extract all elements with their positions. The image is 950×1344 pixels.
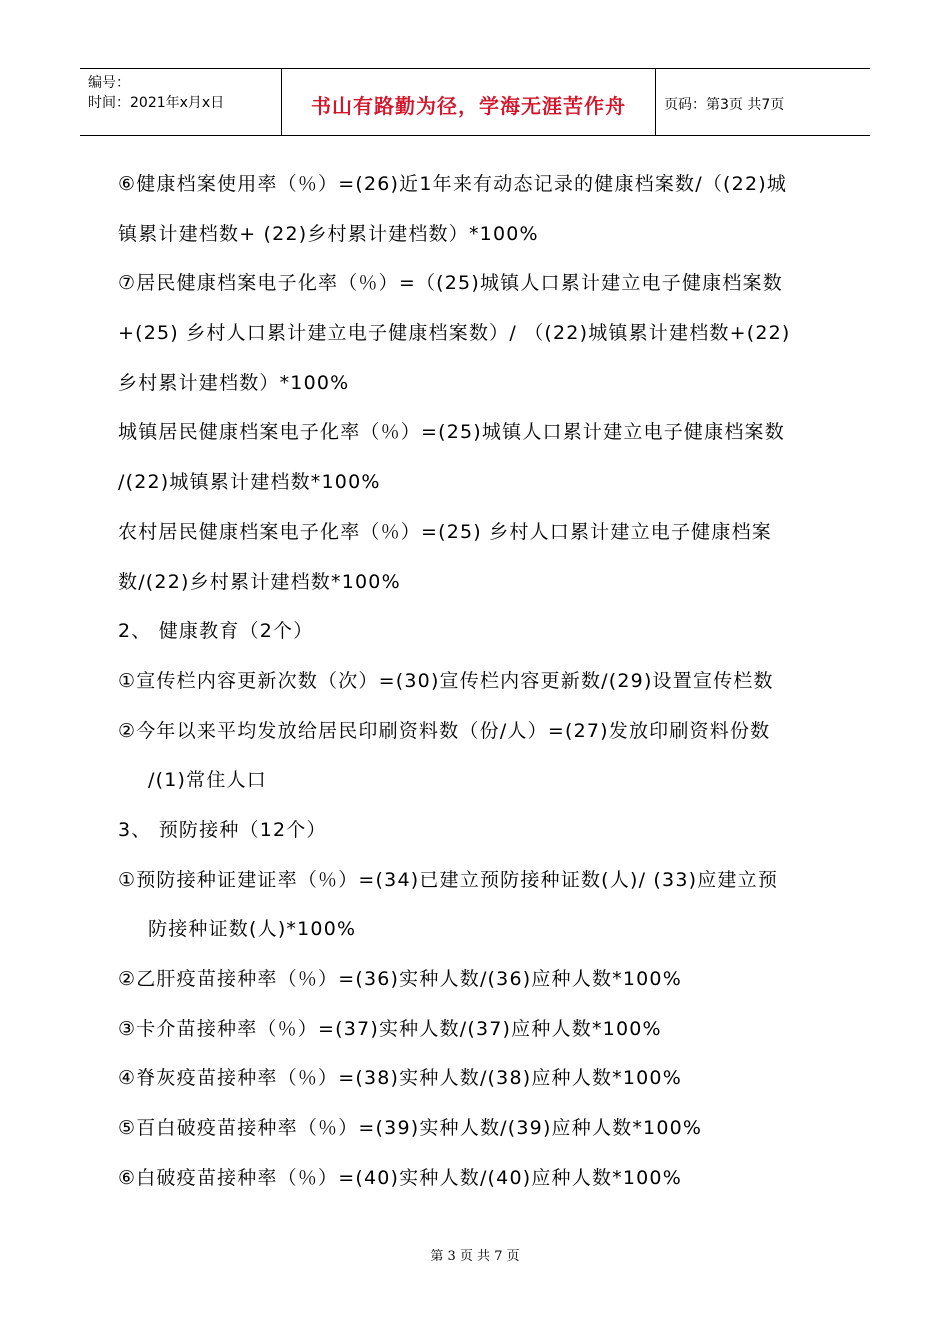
text-line: 3、 预防接种（12个）	[118, 818, 327, 841]
text-line: ①预防接种证建证率（％）=(34)已建立预防接种证数(人)/ (33)应建立预	[118, 868, 779, 891]
text-line: ③卡介苗接种率（％）=(37)实种人数/(37)应种人数*100%	[118, 1017, 662, 1040]
text-line: ⑥健康档案使用率（％）=(26)近1年来有动态记录的健康档案数/（(22)城	[118, 173, 788, 195]
text-line: ①宣传栏内容更新次数（次）=(30)宣传栏内容更新数/(29)设置宣传栏数	[118, 669, 774, 692]
text-line: /(1)常住人口	[148, 769, 267, 792]
header-meta-cell	[80, 69, 282, 135]
text-line: /(22)城镇累计建档数*100%	[118, 471, 381, 494]
document-number-label: 编号：	[88, 75, 130, 91]
header-motto-cell	[282, 69, 656, 135]
text-line: ②今年以来平均发放给居民印刷资料数（份/人）=(27)发放印刷资料份数	[118, 719, 771, 742]
text-line: ④脊灰疫苗接种率（％）=(38)实种人数/(38)应种人数*100%	[118, 1067, 682, 1090]
text-line: ⑦居民健康档案电子化率（％）=（(25)城镇人口累计建立电子健康档案数	[118, 272, 783, 295]
text-line: ⑥白破疫苗接种率（％）=(40)实种人数/(40)应种人数*100%	[118, 1166, 682, 1189]
text-line: ⑤百白破疫苗接种率（％）=(39)实种人数/(39)应种人数*100%	[118, 1117, 703, 1140]
page-footer: 第 3 页 共 7 页	[430, 1249, 520, 1264]
text-line: 数/(22)乡村累计建档数*100%	[118, 570, 401, 593]
header-page-info: 页码：第3页 共7页	[664, 97, 785, 113]
page-header	[80, 68, 870, 136]
text-line: ②乙肝疫苗接种率（％）=(36)实种人数/(36)应种人数*100%	[118, 968, 682, 990]
text-line: 城镇居民健康档案电子化率（％）=(25)城镇人口累计建立电子健康档案数	[118, 421, 785, 444]
text-line: 乡村累计建档数）*100%	[118, 371, 350, 394]
document-body	[118, 160, 838, 1203]
text-line: +(25) 乡村人口累计建立电子健康档案数）/ （(22)城镇累计建档数+(22)	[118, 322, 791, 345]
header-motto: 书山有路勤为径，学海无涯苦作舟	[311, 93, 626, 118]
text-line: 2、 健康教育（2个）	[118, 620, 314, 643]
text-line: 农村居民健康档案电子化率（％）=(25) 乡村人口累计建立电子健康档案	[118, 520, 772, 543]
header-page-cell	[656, 69, 870, 135]
document-date-label: 时间：2021年x月x日	[88, 95, 225, 111]
text-line: 防接种证数(人)*100%	[148, 918, 357, 941]
text-line: 镇累计建档数+ (22)乡村累计建档数）*100%	[118, 222, 539, 245]
